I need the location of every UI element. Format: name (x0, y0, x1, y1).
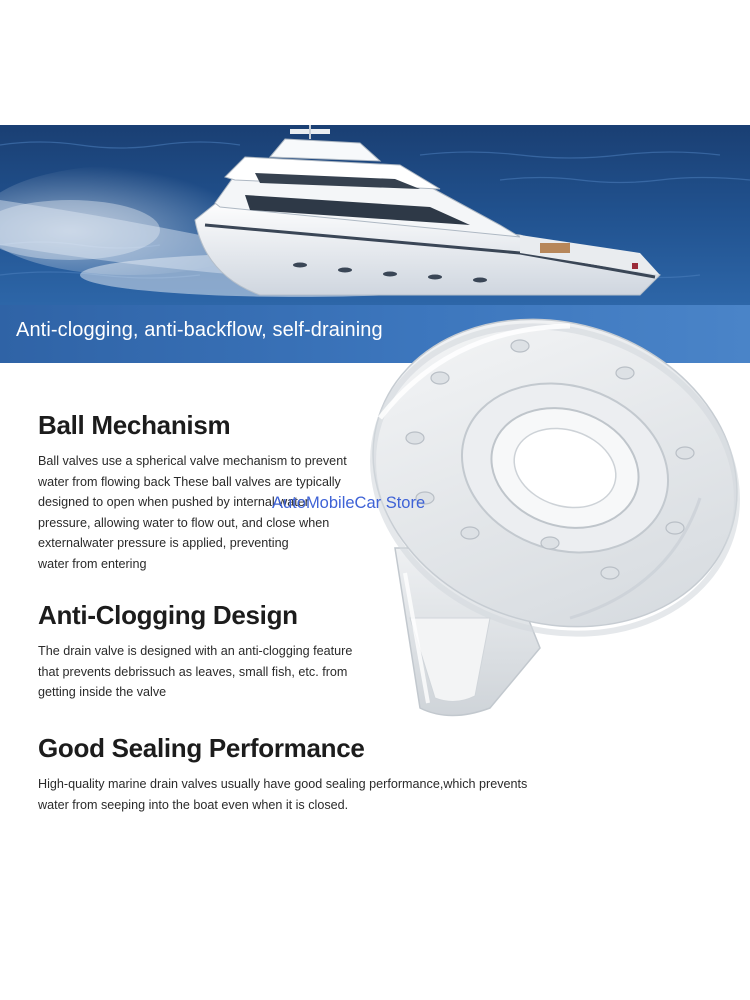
feature-anti-clogging (38, 600, 352, 703)
feature-title: Ball Mechanism (38, 410, 231, 440)
feature-line: water from seeping into the boat even when it is closed. (38, 797, 349, 812)
tagline-text: Anti-clogging, anti-backflow, self-draining (16, 319, 383, 341)
feature-line: Ball valves use a spherical valve mechanism to prevent (38, 454, 347, 468)
yacht-illustration (0, 125, 750, 305)
feature-title: Anti-Clogging Design (38, 600, 298, 630)
feature-line: water from flowing back These ball valves are typically (38, 474, 341, 489)
feature-line: designed to open when pushed by internal water (38, 495, 309, 509)
feature-line: externalwater pressure is applied, preventing (38, 536, 289, 550)
hero-yacht-photo (0, 125, 750, 305)
feature-description (38, 774, 527, 815)
feature-sealing-performance (38, 733, 527, 815)
feature-line: The drain valve is designed with an anti-clogging feature (38, 644, 353, 658)
feature-line: that prevents debrissuch as leaves, small fish, etc. from (38, 664, 348, 679)
feature-description (38, 641, 352, 703)
feature-line: High-quality marine drain valves usually have good sealing performance,which prevents (38, 777, 528, 791)
feature-line: pressure, allowing water to flow out, and close when (38, 515, 330, 530)
drain-valve-product-image (340, 318, 740, 728)
store-watermark: AutoMobileCar Store (272, 494, 426, 512)
feature-line: getting inside the valve (38, 685, 167, 699)
feature-title: Good Sealing Performance (38, 733, 365, 763)
feature-line: water from entering (38, 556, 147, 571)
feature-ball-mechanism (38, 410, 347, 574)
drain-valve-illustration (340, 318, 740, 728)
